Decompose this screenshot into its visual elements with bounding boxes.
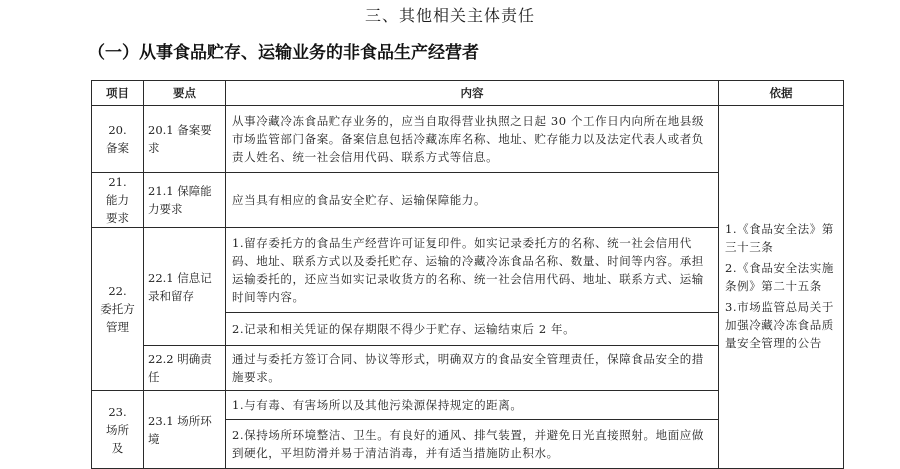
- header-basis: 依据: [719, 81, 844, 106]
- content-cell: 1.与有毒、有害场所以及其他污染源保持规定的距离。: [226, 391, 719, 420]
- content-cell: 应当具有相应的食品安全贮存、运输保障能力。: [226, 173, 719, 228]
- item-22-label: 22. 委托方 管理: [100, 284, 135, 334]
- content-cell: 2.保持场所环境整洁、卫生。有良好的通风、排气装置，并避免日光直接照射。地面应做到硬化，平坦防滑并易于清洁消毒，并有适当措施防止积水。: [226, 420, 719, 469]
- table-row: [92, 106, 844, 173]
- subsection-title: （一）从事食品贮存、运输业务的非食品生产经营者: [88, 43, 479, 63]
- item-21-label: 21. 能力 要求: [106, 175, 129, 225]
- basis-cell: [719, 106, 844, 469]
- content-cell: 1.留存委托方的食品生产经营许可证复印件。如实记录委托方的名称、统一社会信用代码、地址、联系方式以及委托贮存、运输的冷藏冷冻食品名称、数量、时间等内容。承担运输委托的，还应当如实记录收货方的名称、统一社会信用代码、地址、联系方式、运输时间等内容。: [226, 228, 719, 313]
- point-cell: 20.1 备案要求: [144, 106, 226, 173]
- basis-item: 1.《食品安全法》第三十三条: [725, 221, 834, 254]
- item-cell: [92, 106, 144, 173]
- basis-item: 3.市场监管总局关于加强冷藏冷冻食品质量安全管理的公告: [725, 299, 834, 350]
- basis-item: 2.《食品安全法实施条例》第二十五条: [725, 260, 834, 293]
- header-item: 项目: [92, 81, 144, 106]
- item-cell: [92, 391, 144, 469]
- header-content: 内容: [226, 81, 719, 106]
- item-20-label: 20. 备案: [106, 123, 129, 155]
- content-cell: 从事冷藏冷冻食品贮存业务的，应当自取得营业执照之日起 30 个工作日内向所在地县级市场监管部门备案。备案信息包括冷藏冻库名称、地址、贮存能力以及法定代表人或者负责人姓名、统一社会信用代码、联系方式等信息。: [226, 106, 719, 173]
- section-title: 三、其他相关主体责任: [364, 6, 535, 25]
- point-cell: 21.1 保障能力要求: [144, 173, 226, 228]
- content-cell: 2.记录和相关凭证的保存期限不得少于贮存、运输结束后 2 年。: [226, 313, 719, 346]
- point-cell: 22.1 信息记录和留存: [144, 228, 226, 346]
- content-cell: 通过与委托方签订合同、协议等形式，明确双方的食品安全管理责任，保障食品安全的措施要求。: [226, 346, 719, 391]
- table-header-row: [92, 81, 844, 106]
- item-cell: [92, 173, 144, 228]
- point-cell: 22.2 明确责任: [144, 346, 226, 391]
- item-cell: [92, 228, 144, 391]
- item-23-label: 23. 场所 及: [106, 404, 129, 455]
- header-point: 要点: [144, 81, 226, 106]
- point-cell: 23.1 场所环境: [144, 391, 226, 469]
- responsibility-table: [91, 80, 844, 469]
